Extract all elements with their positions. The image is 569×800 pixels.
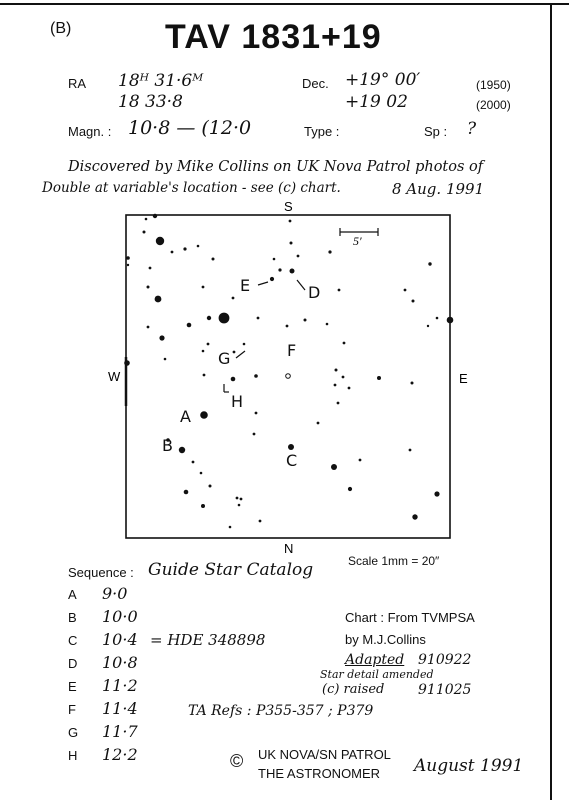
chart-label-a: A: [180, 407, 191, 426]
sequence-mag: 11·4: [102, 699, 138, 718]
magn-label: Magn. :: [68, 124, 112, 139]
chart-south-label: S: [284, 199, 293, 214]
chart-east-label: E: [459, 371, 468, 386]
sequence-row: [68, 699, 138, 718]
chart-author: by M.J.Collins: [345, 632, 426, 647]
footer-line-1: UK NOVA/SN PATROL: [258, 747, 391, 762]
pointer-lines: [224, 280, 305, 392]
sequence-star: D: [68, 656, 78, 671]
raised-label: (c) raised: [322, 682, 385, 697]
type-label: Type :: [304, 124, 340, 139]
chart-label-d: D: [308, 283, 321, 302]
sequence-star: F: [68, 702, 76, 717]
star-field: [124, 214, 453, 529]
sequence-row: [68, 653, 138, 672]
sequence-row: [68, 607, 138, 626]
chart-label-f: F: [287, 341, 297, 360]
chart-label-e: E: [240, 276, 251, 295]
sequence-mag: 10·8: [102, 653, 138, 672]
chart-label-h: H: [231, 392, 244, 411]
ra-label: RA: [68, 76, 87, 91]
dec-label: Dec.: [302, 76, 329, 91]
scale-bar-label: 5′: [353, 234, 362, 248]
sequence-mag: 11·7: [102, 722, 138, 741]
discovery-line-1: Discovered by Mike Collins on UK Nova Patrol photos of: [68, 159, 484, 175]
footer-line-2: THE ASTRONOMER: [258, 766, 381, 781]
panel-letter: (B): [50, 20, 72, 37]
ta-refs: TA Refs : P355-357 ; P379: [188, 703, 374, 719]
sequence-star: H: [68, 748, 78, 763]
ra-1950: 18ᴴ 31·6ᴹ: [118, 71, 204, 91]
epoch-1950: (1950): [476, 78, 511, 92]
sequence-star: B: [68, 610, 77, 625]
sequence-star: C: [68, 633, 78, 648]
sequence-star: G: [68, 725, 79, 740]
raised-date: 911025: [418, 682, 472, 698]
variable-position-marker: [286, 374, 291, 379]
sequence-row: [68, 584, 128, 603]
discovery-line-2: Double at variable's location - see (c) chart.: [42, 180, 341, 196]
copyright-symbol: ©: [230, 751, 244, 771]
sp-value: ?: [467, 119, 477, 139]
sequence-star: E: [68, 679, 77, 694]
sequence-mag: 9·0: [102, 584, 128, 603]
epoch-2000: (2000): [476, 98, 511, 112]
chart-from: Chart : From TVMPSA: [345, 610, 475, 625]
chart-north-label: N: [284, 541, 294, 556]
scale-text: Scale 1mm = 20″: [348, 554, 440, 568]
footer-date: August 1991: [414, 756, 524, 776]
page-title: TAV 1831+19: [165, 18, 382, 56]
sequence-label: Sequence :: [68, 565, 134, 580]
sequence-mag: 10·4: [102, 630, 138, 649]
discovery-date: 8 Aug. 1991: [392, 180, 485, 198]
dec-2000: +19 02: [345, 92, 408, 112]
sequence-source: Guide Star Catalog: [148, 560, 314, 580]
sequence-mag: 12·2: [102, 745, 138, 764]
dec-1950: +19° 00′: [345, 70, 421, 90]
adapted-label: Adapted: [345, 652, 405, 668]
sequence-mag: 10·0: [102, 607, 138, 626]
ra-2000: 18 33·8: [118, 92, 183, 112]
chart-label-g: G: [218, 349, 231, 368]
adapted-date: 910922: [418, 652, 472, 668]
sequence-row: [68, 722, 138, 741]
sequence-row: [68, 630, 266, 649]
sp-label: Sp :: [424, 124, 448, 139]
chart-label-b: B: [162, 436, 173, 455]
star-detail-note: Star detail amended: [320, 668, 434, 681]
magn-value: 10·8 — (12·0: [128, 117, 252, 139]
sequence-row: [68, 745, 138, 764]
sequence-mag: 11·2: [102, 676, 138, 695]
sequence-star: A: [68, 587, 77, 602]
sequence-row: [68, 676, 138, 695]
chart-west-label: W: [108, 369, 121, 384]
chart-label-c: C: [286, 451, 298, 470]
hde-note: = HDE 348898: [150, 631, 266, 649]
